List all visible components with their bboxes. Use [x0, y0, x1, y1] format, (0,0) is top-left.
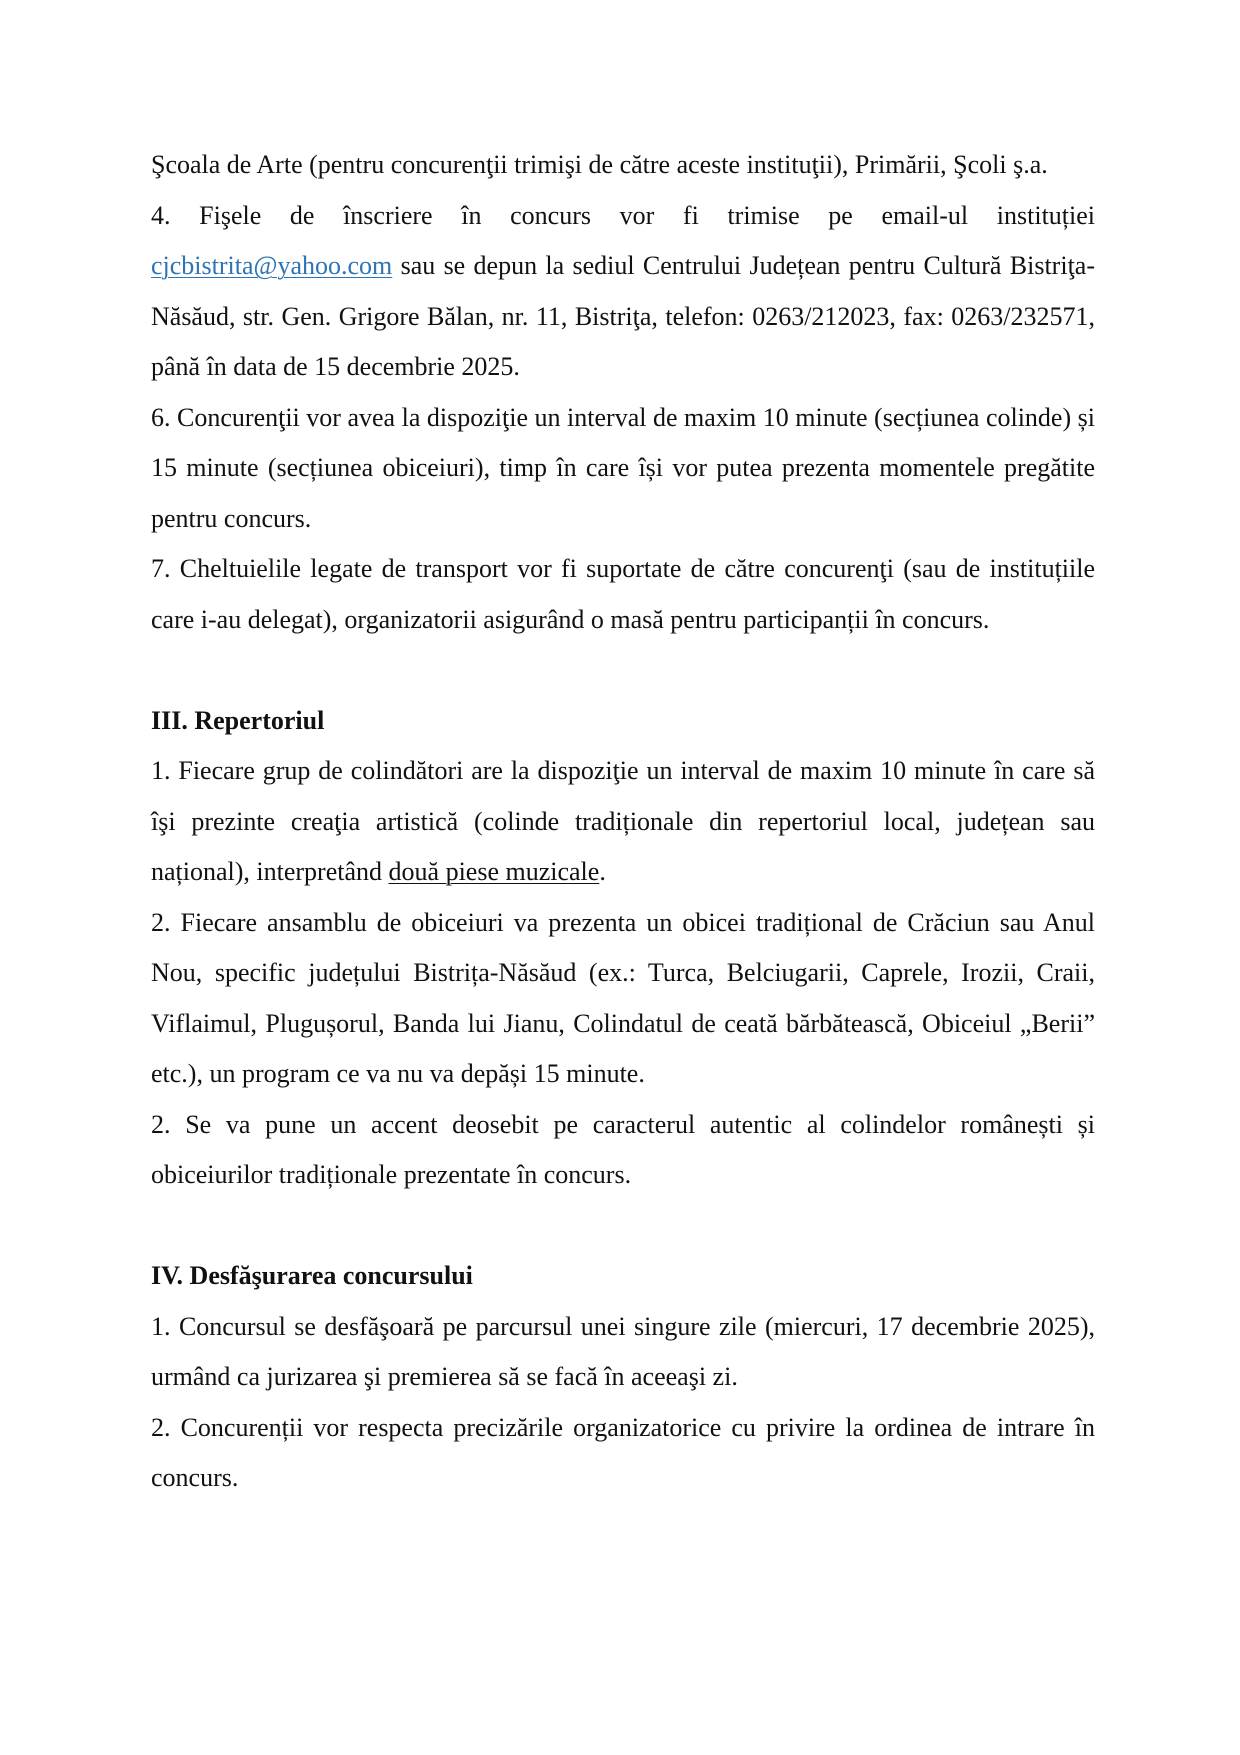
repertoriul-p1-text-start: 1. Fiecare grup de colindători are la dispoziţie un interval de maxim 10 minute în care să îşi prezinte creaţia artistică (colinde tradiționale din repertoriul local, județean sau național), interpretând	[151, 756, 1095, 886]
paragraph-4-text-start: 4. Fişele de înscriere în concurs vor fi trimise pe email-ul instituției	[151, 200, 1095, 230]
email-link[interactable]: cjcbistrita@yahoo.com	[151, 251, 393, 280]
paragraph-6-time-interval: 6. Concurenţii vor avea la dispoziţie un interval de maxim 10 minute (secțiunea colinde) și 15 minute (secțiunea obiceiuri), timp în care își vor putea prezenta momentele pregătite pentru concurs.	[151, 402, 1095, 533]
repertoriul-paragraph-2: 2. Fiecare ansamblu de obiceiuri va prezenta un obicei tradițional de Crăciun sau Anul Nou, specific județului Bistrița-Năsăud (ex.: Turca, Belciugarii, Caprele, Irozii, Craii, Viflaimul, Plugușorul, Banda lui Jianu, Colindatul de ceată bărbătească, Obiceiul „Berii” etc.), un program ce va nu va depăși 15 minute.	[151, 907, 1095, 1088]
paragraph-7-expenses: 7. Cheltuielile legate de transport vor fi suportate de către concurenţi (sau de instituțiile care i-au delegat), organizatorii asigurând o masă pentru participanții în concurs.	[151, 554, 1095, 634]
document-page	[151, 140, 1095, 1504]
underlined-phrase: două piese muzicale	[388, 857, 600, 886]
paragraph-intro: Şcoala de Arte (pentru concurenţii trimişi de către aceste instituţii), Primării, Şcoli ş.a.	[151, 150, 1048, 179]
repertoriul-paragraph-1	[151, 746, 1095, 898]
paragraph-4-registration	[151, 191, 1095, 393]
section-spacer	[151, 645, 1095, 696]
paragraph-4-text-end: sau se depun la sediul Centrului Județean pentru Cultură Bistriţa-Năsăud, str. Gen. Grigore Bălan, nr. 11, Bistriţa, telefon: 0263/212023, fax: 0263/232571, până în data de 15 decembrie 2025.	[151, 251, 1095, 381]
desfasurarea-paragraph-1: 1. Concursul se desfăşoară pe parcursul unei singure zile (miercuri, 17 decembrie 2025), urmând ca jurizarea şi premierea să se facă în aceeaşi zi.	[151, 1311, 1095, 1391]
repertoriul-p1-text-end: .	[599, 857, 606, 886]
section-heading-desfasurarea: IV. Desfăşurarea concursului	[151, 1261, 473, 1290]
repertoriul-paragraph-3: 2. Se va pune un accent deosebit pe caracterul autentic al colindelor românești și obiceiurilor tradiționale prezentate în concurs.	[151, 1109, 1095, 1189]
section-spacer	[151, 1201, 1095, 1252]
section-heading-repertoriul: III. Repertoriul	[151, 705, 325, 735]
desfasurarea-paragraph-2: 2. Concurenții vor respecta precizările organizatorice cu privire la ordinea de intrare în concurs.	[151, 1412, 1095, 1492]
